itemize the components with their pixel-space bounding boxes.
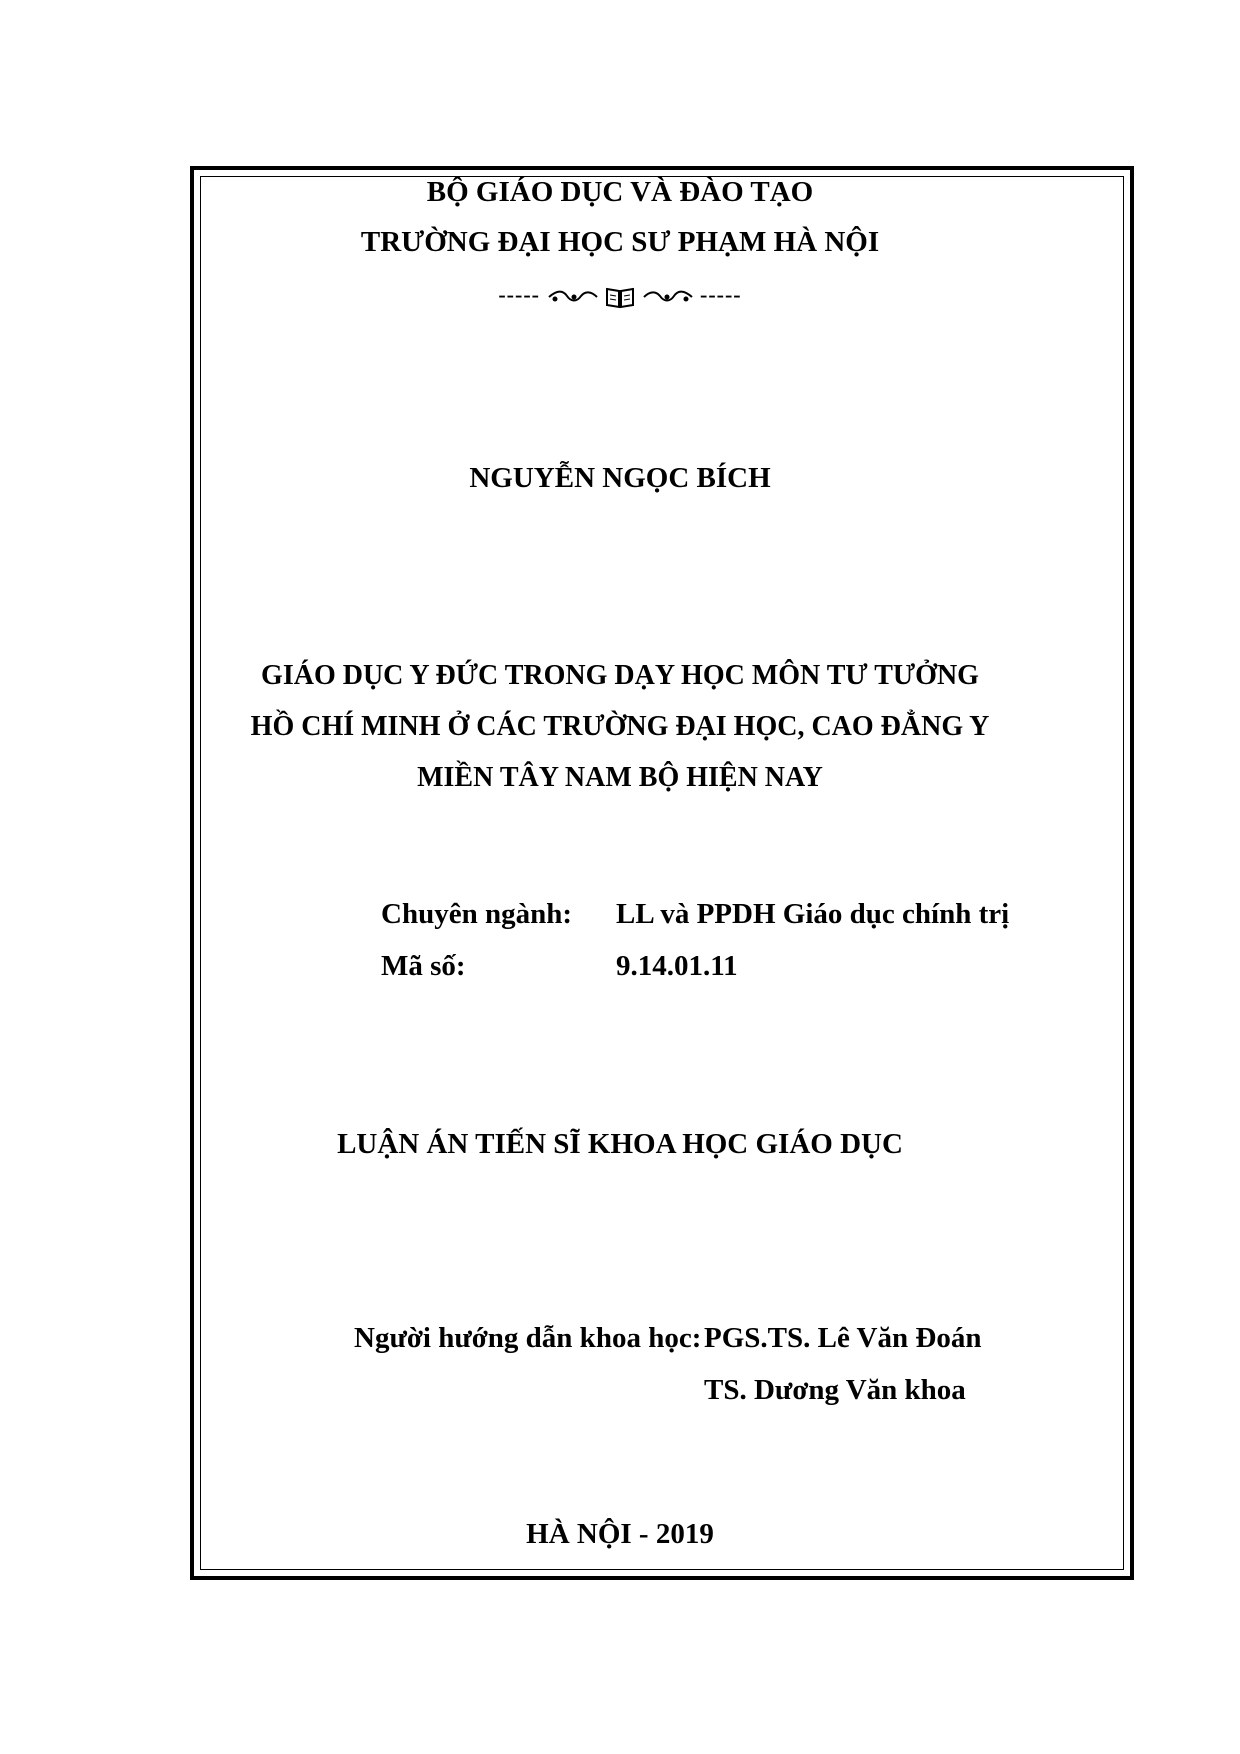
- thesis-title-line-3: MIỀN TÂY NAM BỘ HIỆN NAY: [417, 762, 823, 793]
- specialization-value: LL và PPDH Giáo dục chính trị: [616, 898, 1010, 930]
- place-year: HÀ NỘI - 2019: [526, 1518, 714, 1550]
- code-label: Mã số:: [381, 950, 466, 982]
- ornament-dashes-right: -----: [700, 282, 742, 307]
- thesis-title-line-1: GIÁO DỤC Y ĐỨC TRONG DẠY HỌC MÔN TƯ TƯỞNG: [261, 660, 979, 691]
- book-flourish-icon: [605, 285, 635, 309]
- specialization-label: Chuyên ngành:: [381, 898, 572, 930]
- flourish-right-icon: [642, 288, 694, 306]
- supervisor-label: Người hướng dẫn khoa học:: [354, 1322, 702, 1354]
- university-name: TRƯỜNG ĐẠI HỌC SƯ PHẠM HÀ NỘI: [360, 226, 880, 258]
- author-name: NGUYỄN NGỌC BÍCH: [469, 462, 771, 494]
- supervisor-name-2: TS. Dương Văn khoa: [704, 1374, 966, 1406]
- header-ornament: [0, 282, 1240, 309]
- supervisor-name-1: PGS.TS. Lê Văn Đoán: [704, 1322, 982, 1354]
- page-border: [190, 166, 1134, 1580]
- thesis-title-line-2: HỒ CHÍ MINH Ở CÁC TRƯỜNG ĐẠI HỌC, CAO ĐẲNG Y: [250, 711, 990, 742]
- code-value: 9.14.01.11: [616, 950, 738, 982]
- page-border-inner: [200, 176, 1124, 1570]
- flourish-left-icon: [547, 288, 599, 306]
- degree-title: LUẬN ÁN TIẾN SĨ KHOA HỌC GIÁO DỤC: [337, 1128, 903, 1160]
- ornament-dashes-left: -----: [498, 282, 540, 307]
- ministry-name: BỘ GIÁO DỤC VÀ ĐÀO TẠO: [426, 176, 814, 208]
